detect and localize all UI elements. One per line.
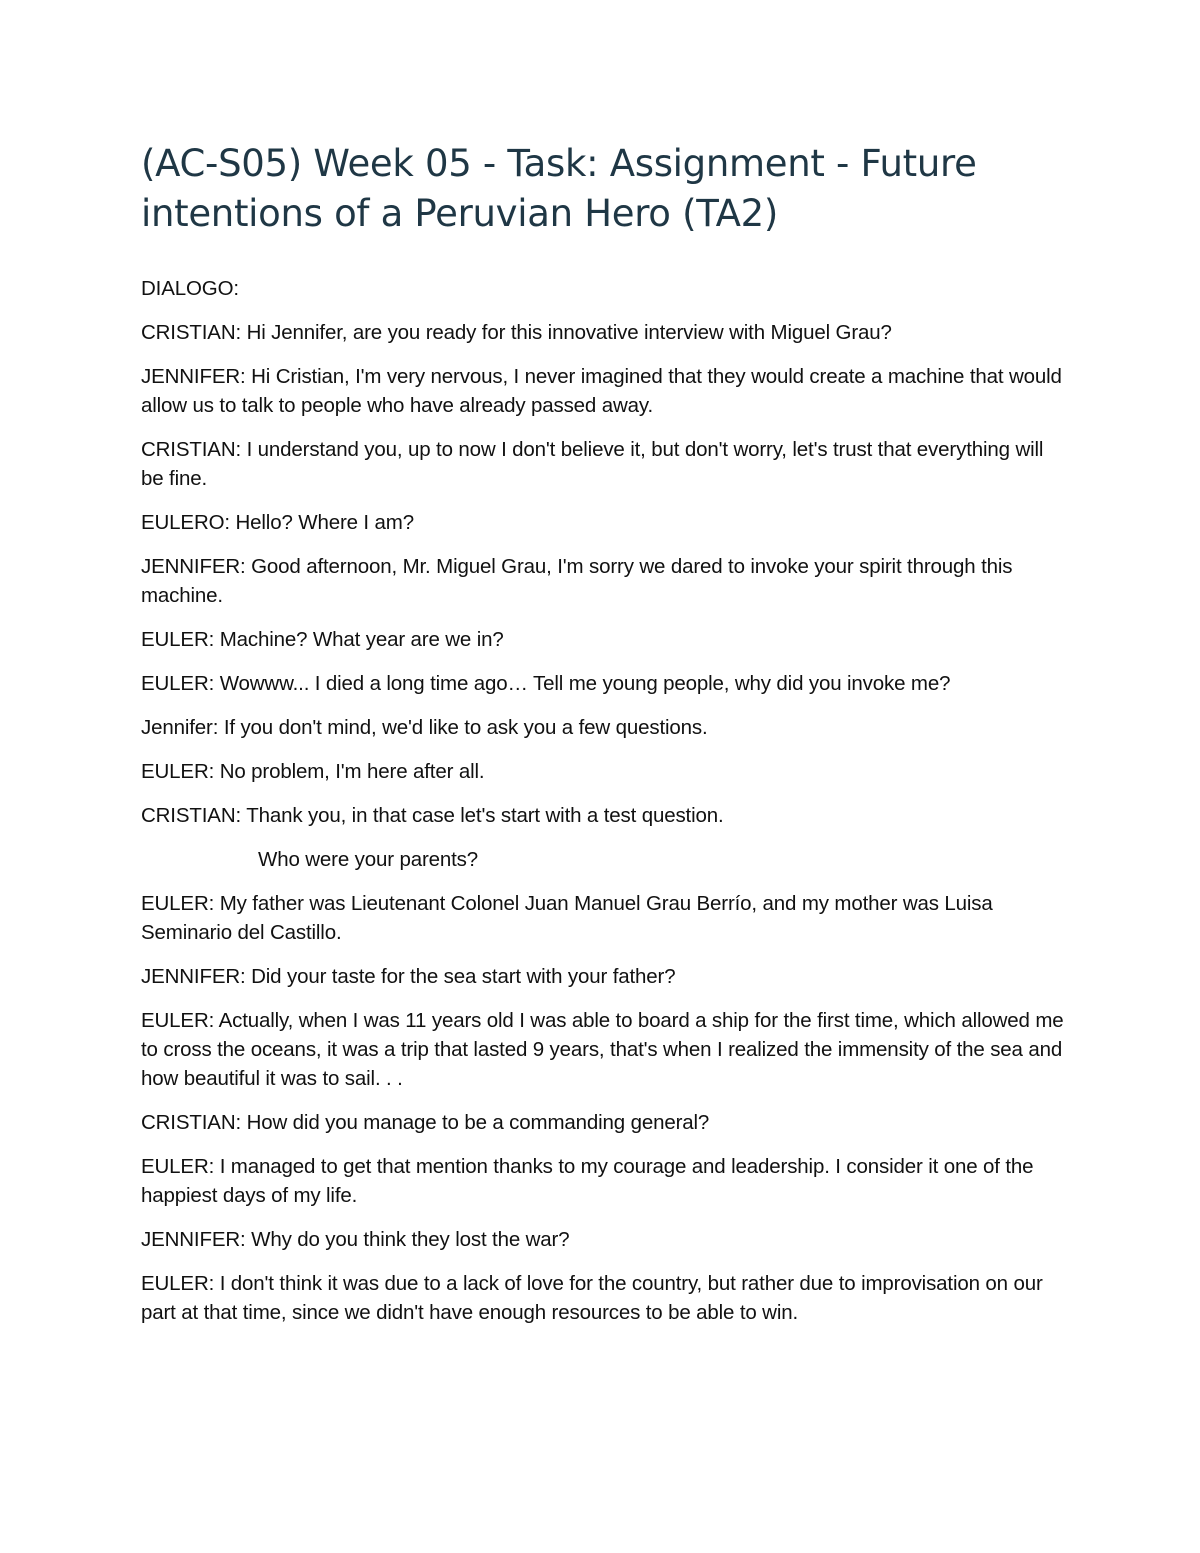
dialogue-line: JENNIFER: Good afternoon, Mr. Miguel Grau, I'm sorry we dared to invoke your spirit through this machine. (141, 555, 1013, 607)
dialogue-line: CRISTIAN: How did you manage to be a commanding general? (141, 1111, 710, 1134)
dialogue-line: EULER: I don't think it was due to a lack of love for the country, but rather due to improvisation on our part at that time, since we didn't have enough resources to be able to win. (141, 1272, 1043, 1324)
dialogue-line: JENNIFER: Did your taste for the sea start with your father? (141, 965, 676, 988)
dialogue-line: EULER: No problem, I'm here after all. (141, 760, 485, 783)
dialogue-line: EULER: My father was Lieutenant Colonel Juan Manuel Grau Berrío, and my mother was Luisa Seminario del Castillo. (141, 892, 993, 944)
dialogue-line: EULER: I managed to get that mention thanks to my courage and leadership. I consider it one of the happiest days of my life. (141, 1155, 1034, 1207)
document-page (141, 139, 1071, 1342)
dialogue-line: CRISTIAN: I understand you, up to now I don't believe it, but don't worry, let's trust that everything will be fine. (141, 438, 1044, 490)
dialogue-line: Jennifer: If you don't mind, we'd like to ask you a few questions. (141, 716, 708, 739)
dialogue-line: EULER: Machine? What year are we in? (141, 628, 504, 651)
dialogue-line: EULER: Actually, when I was 11 years old I was able to board a ship for the first time, which allowed me to cross the oceans, it was a trip that lasted 9 years, that's when I realized the immensity of the sea and how beautiful it was to sail. . . (141, 1009, 1064, 1090)
dialogue-line: CRISTIAN: Hi Jennifer, are you ready for this innovative interview with Miguel Grau? (141, 321, 892, 344)
document-title: (AC-S05) Week 05 - Task: Assignment - Future intentions of a Peruvian Hero (TA2) (141, 142, 977, 235)
dialogue-line: CRISTIAN: Thank you, in that case let's start with a test question. (141, 804, 724, 827)
dialogue-line: EULERO: Hello? Where I am? (141, 511, 414, 534)
dialogue-line: JENNIFER: Hi Cristian, I'm very nervous, I never imagined that they would create a machine that would allow us to talk to people who have already passed away. (141, 365, 1062, 417)
dialogue-heading: DIALOGO: (141, 277, 239, 300)
dialogue-line: EULER: Wowww... I died a long time ago… Tell me young people, why did you invoke me? (141, 672, 951, 695)
dialogue-line: JENNIFER: Why do you think they lost the war? (141, 1228, 570, 1251)
dialogue-line-indented: Who were your parents? (258, 848, 479, 871)
